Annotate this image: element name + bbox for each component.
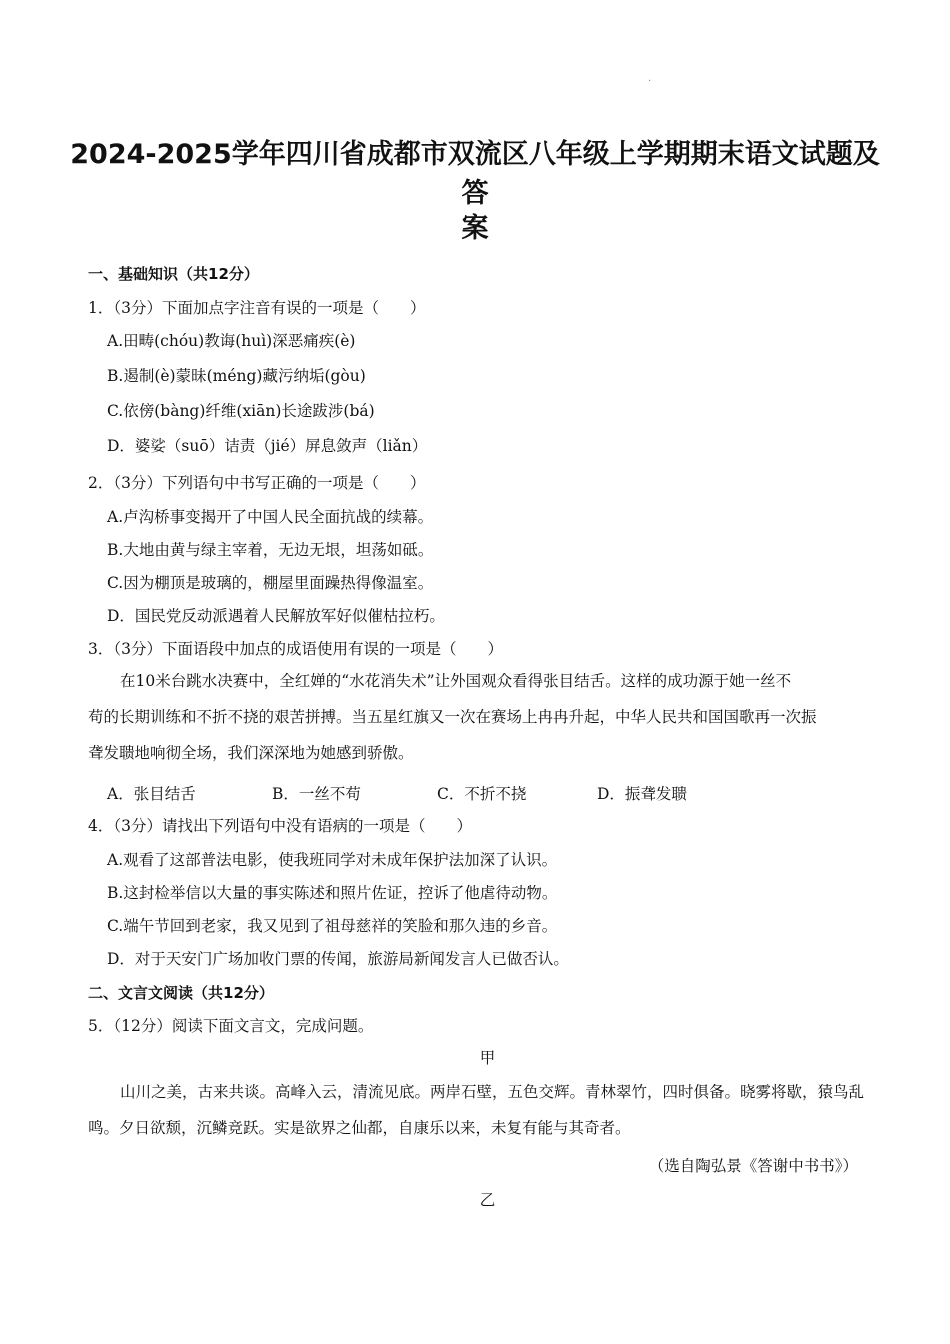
question-5-stem: 5．（12分）阅读下面文言文，完成问题。 <box>88 1017 374 1035</box>
question-1-option-d: D．婆娑（suō）诘责（jié）屏息敛声（liǎn） <box>107 437 428 455</box>
question-3-stem: 3．（3分）下面语段中加点的成语使用有误的一项是（ ） <box>88 640 503 658</box>
question-4-option-c: C.端午节回到老家，我又见到了祖母慈祥的笑脸和那久违的乡音。 <box>107 917 558 935</box>
question-4-option-a: A.观看了这部普法电影，使我班同学对未成年保护法加深了认识。 <box>107 851 558 869</box>
question-4-stem: 4．（3分）请找出下列语句中没有语病的一项是（ ） <box>88 817 472 835</box>
question-3-option-c: C．不折不挠 <box>437 785 527 803</box>
question-2-option-a: A.卢沟桥事变揭开了中国人民全面抗战的续幕。 <box>107 508 434 526</box>
question-3-paragraph-line2: 苟的长期训练和不折不挠的艰苦拼搏。当五星红旗又一次在赛场上冉冉升起，中华人民共和国国歌再一次振 <box>88 708 817 726</box>
question-3-paragraph-line3: 聋发聩地响彻全场，我们深深地为她感到骄傲。 <box>88 744 414 762</box>
question-3-option-d: D．振聋发聩 <box>597 785 687 803</box>
passage-jia-line1: 山川之美，古来共谈。高峰入云，清流见底。两岸石壁，五色交辉。青林翠竹，四时俱备。晓雾将歇，猿鸟乱 <box>120 1083 865 1101</box>
header-mark: · <box>648 76 652 87</box>
question-2-option-d: D．国民党反动派遇着人民解放军好似催枯拉朽。 <box>107 607 445 625</box>
question-4-option-b: B.这封检举信以大量的事实陈述和照片佐证，控诉了他虐待动物。 <box>107 884 558 902</box>
question-2-option-c: C.因为棚顶是玻璃的，棚屋里面躁热得像温室。 <box>107 574 434 592</box>
document-title-line1: 2024-2025学年四川省成都市双流区八年级上学期期末语文试题及答 <box>70 139 880 209</box>
question-2-option-b: B.大地由黄与绿主宰着，无边无垠，坦荡如砥。 <box>107 541 434 559</box>
question-1-option-b: B.遏制(è)蒙昧(méng)藏污纳垢(gòu) <box>107 367 366 385</box>
document-title-line2: 案 <box>461 213 489 244</box>
question-3-paragraph-line1: 在10米台跳水决赛中，全红婵的“水花消失术”让外国观众看得张目结舌。这样的成功源于她一丝不 <box>120 672 792 690</box>
section-heading-classical: 二、文言文阅读（共12分） <box>88 984 274 1002</box>
question-3-option-a: A．张目结舌 <box>107 785 196 803</box>
question-1-option-a: A.田畴(chóu)教诲(huì)深恶痛疾(è) <box>107 332 356 350</box>
question-1-stem: 1．（3分）下面加点字注音有误的一项是（ ） <box>88 299 426 317</box>
question-1-option-c: C.依傍(bàng)纤维(xiān)长途跋涉(bá) <box>107 402 375 420</box>
section-heading-basic: 一、基础知识（共12分） <box>88 265 259 283</box>
question-2-stem: 2．（3分）下列语句中书写正确的一项是（ ） <box>88 474 426 492</box>
question-3-option-b: B．一丝不苟 <box>272 785 361 803</box>
question-4-option-d: D．对于天安门广场加收门票的传闻，旅游局新闻发言人已做否认。 <box>107 950 569 968</box>
passage-jia-source: （选自陶弘景《答谢中书书》） <box>648 1157 858 1175</box>
passage-yi-label: 乙 <box>479 1191 496 1209</box>
passage-jia-label: 甲 <box>479 1049 496 1067</box>
passage-jia-line2: 鸣。夕日欲颓，沉鳞竞跃。实是欲界之仙都，自康乐以来，未复有能与其奇者。 <box>88 1119 631 1137</box>
